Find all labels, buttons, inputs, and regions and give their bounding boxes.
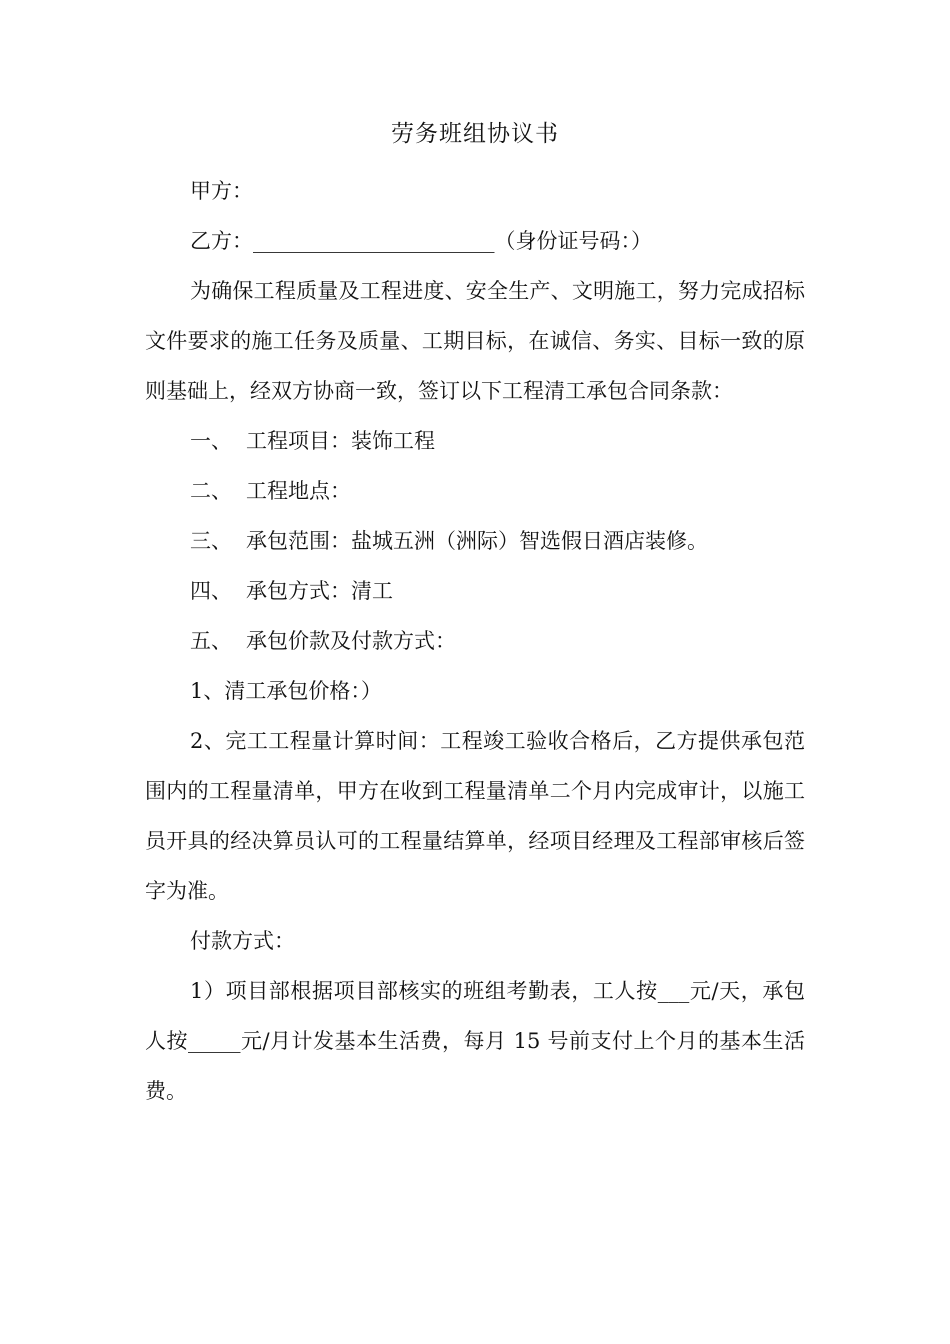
clause-number: 五、 (190, 629, 232, 653)
payment-paragraph: 1）项目部根据项目部核实的班组考勤表，工人按___元/天，承包人按_____元/月计发基本生活费，每月 15 号前支付上个月的基本生活费。 (145, 979, 805, 1103)
clause-number: 二、 (190, 479, 232, 503)
clause-item (145, 566, 805, 616)
clause-item (145, 516, 805, 566)
party-a-line: 甲方： (190, 179, 253, 203)
clause-text: 工程项目：装饰工程 (246, 429, 435, 453)
intro-paragraph: 为确保工程质量及工程进度、安全生产、文明施工，努力完成招标文件要求的施工任务及质量、工期目标，在诚信、务实、目标一致的原则基础上，经双方协商一致，签订以下工程清工承包合同条款： (145, 279, 805, 403)
calc-time-paragraph: 2、完工工程量计算时间：工程竣工验收合格后，乙方提供承包范围内的工程量清单，甲方在收到工程量清单二个月内完成审计，以施工员开具的经决算员认可的工程量结算单，经项目经理及工程部审核后签字为准。 (145, 729, 805, 903)
clause-text: 承包范围：盐城五洲（洲际）智选假日酒店装修。 (246, 529, 708, 553)
clause-text: 承包方式：清工 (246, 579, 393, 603)
clause-number: 四、 (190, 579, 232, 603)
clause-item (145, 466, 805, 516)
clause-number: 三、 (190, 529, 232, 553)
payment-heading: 付款方式： (190, 929, 295, 953)
clause-number: 一、 (190, 429, 232, 453)
clause-item (145, 416, 805, 466)
clause-text: 工程地点： (246, 479, 351, 503)
party-b-line: 乙方：_______________________（身份证号码：） (190, 229, 652, 253)
document-title: 劳务班组协议书 (391, 121, 559, 147)
price-line: 1、清工承包价格：） (190, 679, 382, 703)
clause-item (145, 616, 805, 666)
document-body (145, 166, 805, 1116)
clause-text: 承包价款及付款方式： (246, 629, 456, 653)
